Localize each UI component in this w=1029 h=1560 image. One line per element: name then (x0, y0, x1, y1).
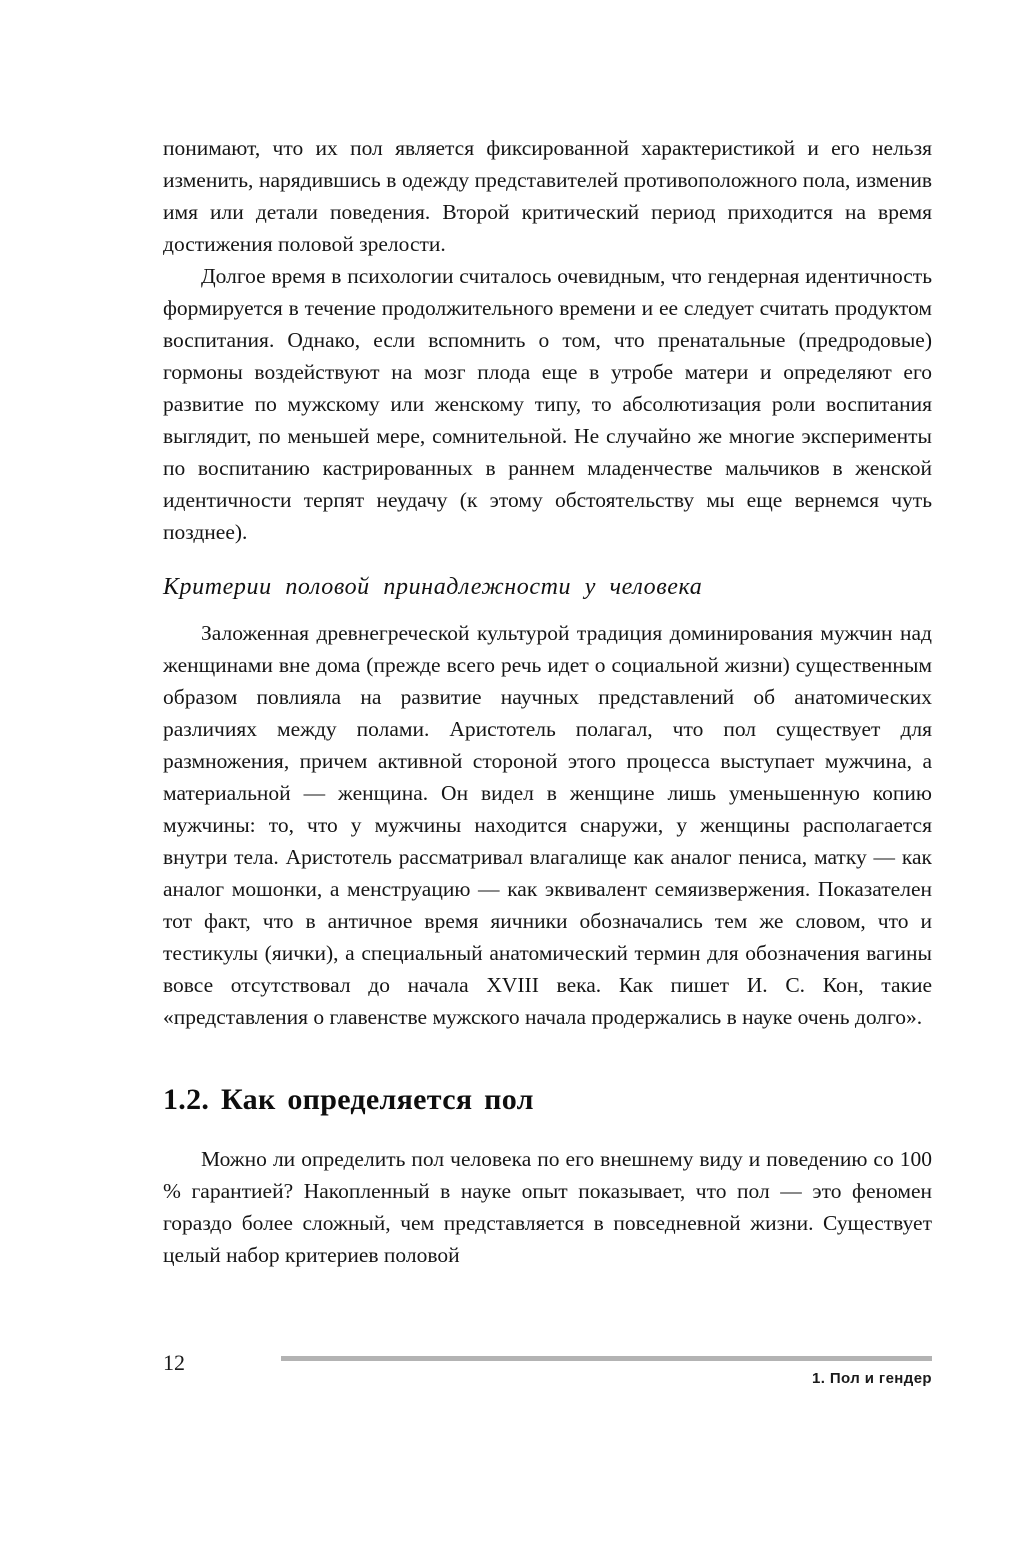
paragraph-continuation: понимают, что их пол является фиксированной характеристикой и его нельзя изменить, нарядившись в одежду представителей противоположного пола, изменив имя или детали поведения. Второй критический период приходится на время достижения половой зрелости. (163, 136, 932, 256)
page-footer (163, 1348, 932, 1400)
footer-divider (281, 1356, 932, 1361)
subsection-heading: Критерии половой принадлежности у человека (163, 574, 703, 600)
running-title: 1. Пол и гендер (811, 1370, 932, 1387)
page-number: 12 (163, 1350, 185, 1375)
paragraph: Заложенная древнегреческой культурой традиция доминирования мужчин над женщинами вне дома (прежде всего речь идет о социальной жизни) существенным образом повлияла на развитие научных представлений об анатомических различиях между полами. Аристотель полагал, что пол существует для размножения, причем активной стороной этого процесса выступает мужчина, а материальной — женщина. Он видел в женщине лишь уменьшенную копию мужчины: то, что у мужчины находится снаружи, у женщины располагается внутри тела. Аристотель рассматривал влагалище как аналог пениса, матку — как аналог мошонки, а менструацию — как эквивалент семяизвержения. Показателен тот факт, что в античное время яичники обозначались тем же словом, что и тестикулы (яички), а специальный анатомический термин для обозначения вагины вовсе отсутствовал до начала XVIII века. Как пишет И. С. Кон, такие «представления о главенстве мужского начала продержались в науке очень долго». (163, 621, 932, 1029)
paragraph: Долгое время в психологии считалось очевидным, что гендерная идентичность формируется в течение продолжительного времени и ее следует считать продуктом воспитания. Однако, если вспомнить о том, что пренатальные (предродовые) гормоны воздействуют на мозг плода еще в утробе матери и определяют его развитие по мужскому или женскому типу, то абсолютизация роли воспитания выглядит, по меньшей мере, сомнительной. Не случайно же многие эксперименты по воспитанию кастрированных в раннем младенчестве мальчиков в женской идентичности терпят неудачу (к этому обстоятельству мы еще вернемся чуть позднее). (163, 264, 932, 544)
text-block (163, 132, 932, 1271)
section-heading: 1.2. Как определяется пол (163, 1083, 534, 1116)
paragraph: Можно ли определить пол человека по его внешнему виду и поведению со 100 % гарантией? Накопленный в науке опыт показывает, что пол — это феномен гораздо более сложный, чем представляется в повседневной жизни. Существует целый набор критериев половой (163, 1147, 932, 1267)
